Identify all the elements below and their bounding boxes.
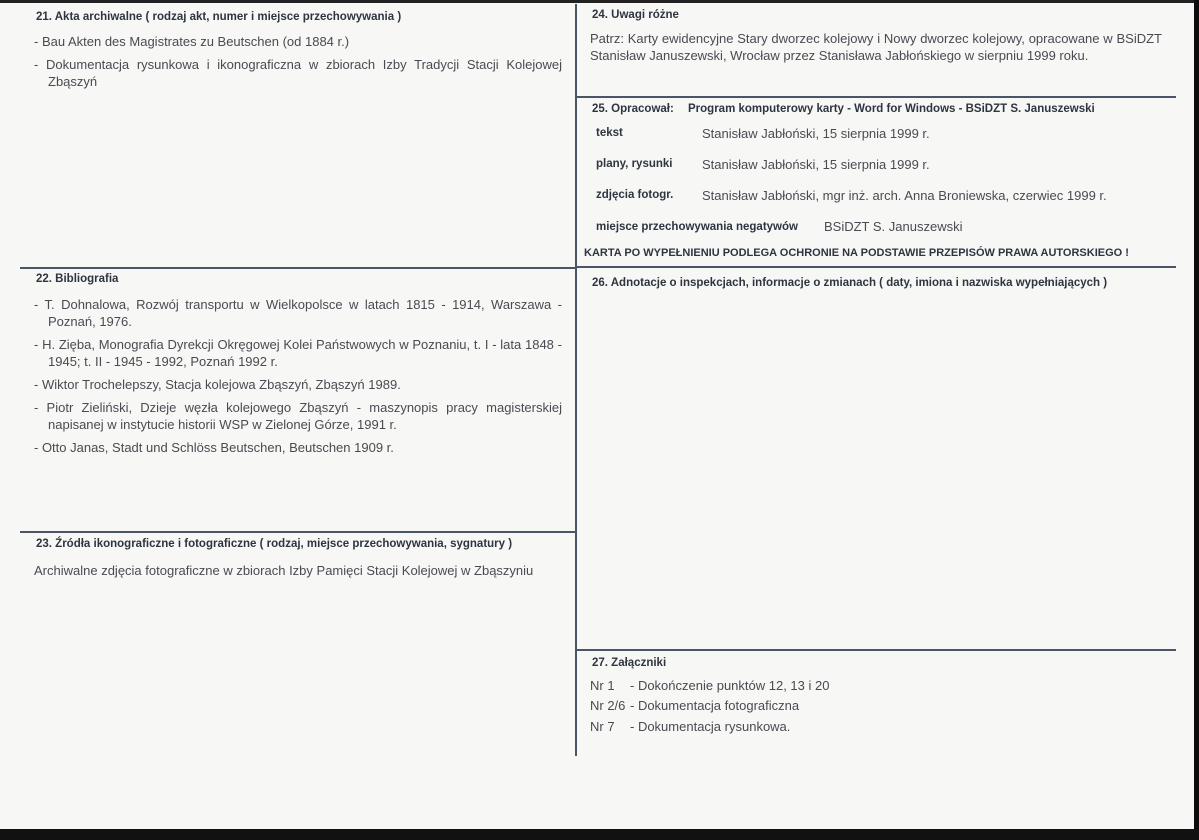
section-24-title: 24. Uwagi różne	[592, 9, 679, 21]
section-23-title: 23. Źródła ikonograficzne i fotograficzne ( rodzaj, miejsce przechowywania, sygnatury )	[36, 538, 513, 550]
center-divider	[575, 4, 577, 756]
section-22-title: 22. Bibliografia	[36, 273, 119, 285]
section-27-title: 27. Załączniki	[592, 657, 667, 669]
attachment-number: Nr 1	[590, 678, 615, 693]
row-value-text: Stanisław Jabłoński, 15 sierpnia 1999 r.	[702, 126, 930, 141]
copyright-notice: KARTA PO WYPEŁNIENIU PODLEGA OCHRONIE NA PODSTAWIE PRZEPISÓW PRAWA AUTORSKIEGO !	[584, 247, 1129, 259]
divider-24-25	[576, 96, 1176, 98]
section-22-content	[34, 296, 562, 462]
divider-26-27	[576, 649, 1176, 651]
attachment-text: - Dokumentacja rysunkowa.	[630, 719, 791, 734]
divider-21-22	[20, 267, 576, 269]
section-21-content	[34, 33, 562, 96]
section-26-title: 26. Adnotacje o inspekcjach, informacje o zmianach ( daty, imiona i nazwiska wypełniających )	[592, 277, 1108, 289]
row-value-photos: Stanisław Jabłoński, mgr inż. arch. Anna Broniewska, czerwiec 1999 r.	[702, 188, 1107, 203]
row-label-text: tekst	[596, 127, 623, 139]
row-label-plans: plany, rysunki	[596, 158, 673, 170]
attachment-number: Nr 7	[590, 719, 615, 734]
attachment-number: Nr 2/6	[590, 698, 626, 713]
row-label-photos: zdjęcia fotogr.	[596, 189, 674, 201]
list-item: - Dokumentacja rysunkowa i ikonograficzna w zbiorach Izby Tradycji Stacji Kolejowej Zbąszyń	[34, 57, 562, 89]
divider-22-23	[20, 531, 576, 533]
section-24-text: Patrz: Karty ewidencyjne Stary dworzec kolejowy i Nowy dworzec kolejowy, opracowane w BSiDZT Stanisław Januszewski, Wrocław przez Stanisława Jabłońskiego w sierpniu 1999 roku.	[590, 31, 1162, 63]
right-edge	[1194, 0, 1199, 840]
divider-25-26	[576, 266, 1176, 268]
list-item: - T. Dohnalowa, Rozwój transportu w Wielkopolsce w latach 1815 - 1914, Warszawa - Poznań, 1976.	[34, 297, 562, 329]
list-item: - Wiktor Trochelepszy, Stacja kolejowa Zbąszyń, Zbąszyń 1989.	[34, 377, 401, 392]
row-value-negatives: BSiDZT S. Januszewski	[824, 219, 963, 234]
section-23-text: Archiwalne zdjęcia fotograficzne w zbiorach Izby Pamięci Stacji Kolejowej w Zbąszyniu	[34, 563, 534, 578]
section-21-title: 21. Akta archiwalne ( rodzaj akt, numer i miejsce przechowywania )	[36, 11, 402, 23]
list-item: - Otto Janas, Stadt und Schlöss Beutschen, Beutschen 1909 r.	[34, 440, 394, 455]
section-25-program: Program komputerowy karty - Word for Windows - BSiDZT S. Januszewski	[688, 103, 1095, 115]
attachment-text: - Dokończenie punktów 12, 13 i 20	[630, 678, 830, 693]
list-item: - H. Zięba, Monografia Dyrekcji Okręgowej Kolei Państwowych w Poznaniu, t. I - lata 1848 - 1945; t. II - 1945 - 1992, Poznań 1992 r.	[34, 337, 562, 369]
attachment-item	[590, 678, 829, 693]
bottom-edge	[0, 829, 1199, 840]
section-25-title: 25. Opracował:	[592, 103, 674, 115]
row-value-plans: Stanisław Jabłoński, 15 sierpnia 1999 r.	[702, 157, 930, 172]
attachment-item	[590, 719, 790, 734]
attachment-item	[590, 698, 799, 713]
top-edge	[0, 0, 1199, 3]
list-item: - Piotr Zieliński, Dzieje węzła kolejowego Zbąszyń - maszynopis pracy magisterskiej napisanej w instytucie historii WSP w Zielonej Górze, 1991 r.	[34, 400, 562, 432]
attachment-text: - Dokumentacja fotograficzna	[630, 698, 800, 713]
list-item: - Bau Akten des Magistrates zu Beutschen (od 1884 r.)	[34, 34, 350, 49]
row-label-negatives: miejsce przechowywania negatywów	[596, 221, 798, 233]
